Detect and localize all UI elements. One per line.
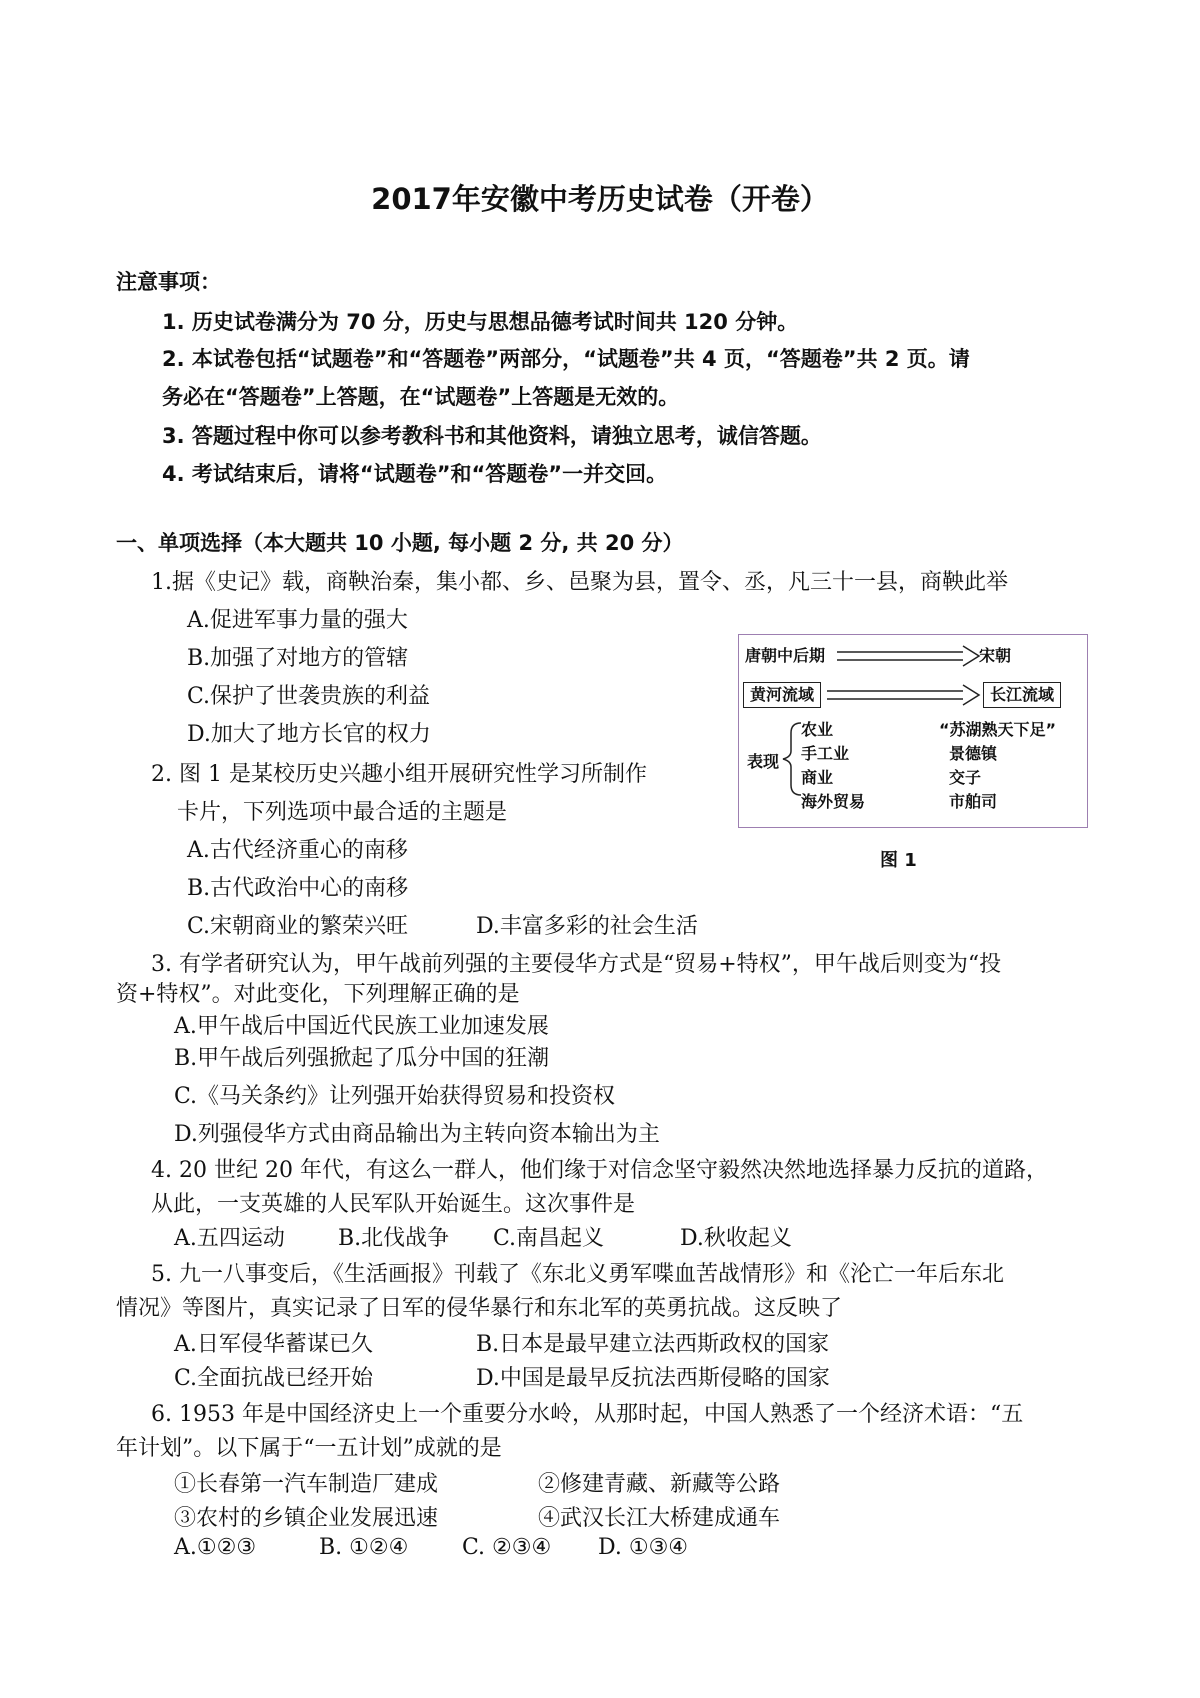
figure-1-aspect: 手工业	[801, 744, 850, 763]
question-6-item-2: ②修建青藏、新藏等公路	[538, 1472, 781, 1497]
question-1-option-b: B.加强了对地方的管辖	[187, 646, 409, 671]
question-4-stem: 4. 20 世纪 20 年代，有这么一群人，他们缘于对信念坚守毅然决然地选择暴力反抗的道路，	[151, 1158, 1048, 1183]
question-5-option-b: B.日本是最早建立法西斯政权的国家	[476, 1332, 830, 1357]
notice-item: 4. 考试结束后，请将“试题卷”和“答题卷”一并交回。	[162, 462, 668, 486]
question-5-stem: 5. 九一八事变后，《生活画报》刊载了《东北义勇军喋血苦战情形》和《沦亡一年后东北	[151, 1262, 1004, 1287]
figure-1-example: “苏湖熟天下足”	[939, 720, 1057, 739]
section-heading: 一、单项选择（本大题共 10 小题, 每小题 2 分, 共 20 分）	[116, 531, 684, 555]
figure-1-aspect: 商业	[801, 768, 834, 787]
question-1-option-c: C.保护了世袭贵族的利益	[187, 684, 431, 709]
question-5-option-c: C.全面抗战已经开始	[174, 1366, 374, 1391]
question-2-stem: 2. 图 1 是某校历史兴趣小组开展研究性学习所制作	[151, 762, 647, 787]
question-6-option-a: A.①②③	[174, 1535, 257, 1560]
question-5-option-d: D.中国是最早反抗法西斯侵略的国家	[476, 1366, 830, 1391]
question-3-stem: 3. 有学者研究认为，甲午战前列强的主要侵华方式是“贸易+特权”，甲午战后则变为“投	[151, 952, 1002, 977]
figure-1-from-period: 唐朝中后期	[745, 646, 826, 665]
question-1-option-a: A.促进军事力量的强大	[187, 608, 408, 633]
figure-1-card	[738, 634, 1088, 828]
question-6-option-d: D. ①③④	[598, 1535, 689, 1560]
figure-1-to-region: 长江流域	[983, 682, 1061, 708]
question-3-option-c: C.《马关条约》让列强开始获得贸易和投资权	[174, 1084, 616, 1109]
figure-1-example: 市舶司	[949, 792, 998, 811]
notice-item: 2. 本试卷包括“试题卷”和“答题卷”两部分，“试题卷”共 4 页，“答题卷”共 2 页。请	[162, 347, 970, 371]
question-3-stem-cont: 资+特权”。对此变化，下列理解正确的是	[116, 982, 520, 1007]
question-1-stem: 1.据《史记》载，商鞅治秦，集小都、乡、邑聚为县，置令、丞，凡三十一县，商鞅此举	[151, 570, 1008, 595]
figure-1-from-region: 黄河流域	[743, 682, 821, 708]
notice-heading: 注意事项：	[116, 270, 221, 294]
figure-1-aspect: 海外贸易	[801, 792, 866, 811]
question-6-option-b: B. ①②④	[319, 1535, 409, 1560]
question-6-stem-cont: 年计划”。以下属于“一五计划”成就的是	[116, 1436, 502, 1461]
question-3-option-a: A.甲午战后中国近代民族工业加速发展	[174, 1014, 549, 1039]
question-5-stem-cont: 情况》等图片，真实记录了日军的侵华暴行和东北军的英勇抗战。这反映了	[116, 1296, 843, 1321]
notice-item: 1. 历史试卷满分为 70 分，历史与思想品德考试时间共 120 分钟。	[162, 310, 799, 334]
question-1-option-d: D.加大了地方长官的权力	[187, 722, 431, 747]
question-3-option-b: B.甲午战后列强掀起了瓜分中国的狂潮	[174, 1046, 550, 1071]
question-4-stem-cont: 从此，一支英雄的人民军队开始诞生。这次事件是	[151, 1192, 636, 1217]
figure-1-example: 景德镇	[949, 744, 998, 763]
question-2-option-a: A.古代经济重心的南移	[187, 838, 408, 863]
question-6-item-3: ③农村的乡镇企业发展迅速	[174, 1506, 439, 1531]
question-2-option-b: B.古代政治中心的南移	[187, 876, 409, 901]
question-6-item-1: ①长春第一汽车制造厂建成	[174, 1472, 439, 1497]
page-title: 2017年安徽中考历史试卷（开卷）	[371, 182, 829, 216]
figure-1-label: 表现	[747, 752, 780, 771]
question-5-option-a: A.日军侵华蓄谋已久	[174, 1332, 373, 1357]
question-6-option-c: C. ②③④	[462, 1535, 552, 1560]
question-4-option-b: B.北伐战争	[338, 1226, 450, 1251]
figure-1-example: 交子	[949, 768, 982, 787]
question-4-option-c: C.南昌起义	[493, 1226, 605, 1251]
question-4-option-a: A.五四运动	[174, 1226, 285, 1251]
notice-item: 3. 答题过程中你可以参考教科书和其他资料，请独立思考，诚信答题。	[162, 424, 822, 448]
question-2-stem-cont: 卡片，下列选项中最合适的主题是	[177, 800, 508, 825]
question-2-option-d: D.丰富多彩的社会生活	[476, 914, 698, 939]
question-4-option-d: D.秋收起义	[680, 1226, 792, 1251]
question-2-option-c: C.宋朝商业的繁荣兴旺	[187, 914, 409, 939]
question-6-stem: 6. 1953 年是中国经济史上一个重要分水岭，从那时起，中国人熟悉了一个经济术语：“五	[151, 1402, 1024, 1427]
question-6-item-4: ④武汉长江大桥建成通车	[538, 1506, 781, 1531]
notice-item: 务必在“答题卷”上答题，在“试题卷”上答题是无效的。	[162, 385, 680, 409]
question-3-option-d: D.列强侵华方式由商品输出为主转向资本输出为主	[174, 1122, 660, 1147]
figure-1-aspect: 农业	[801, 720, 834, 739]
figure-1-to-period: 宋朝	[979, 646, 1012, 665]
figure-1-caption: 图 1	[880, 850, 917, 871]
